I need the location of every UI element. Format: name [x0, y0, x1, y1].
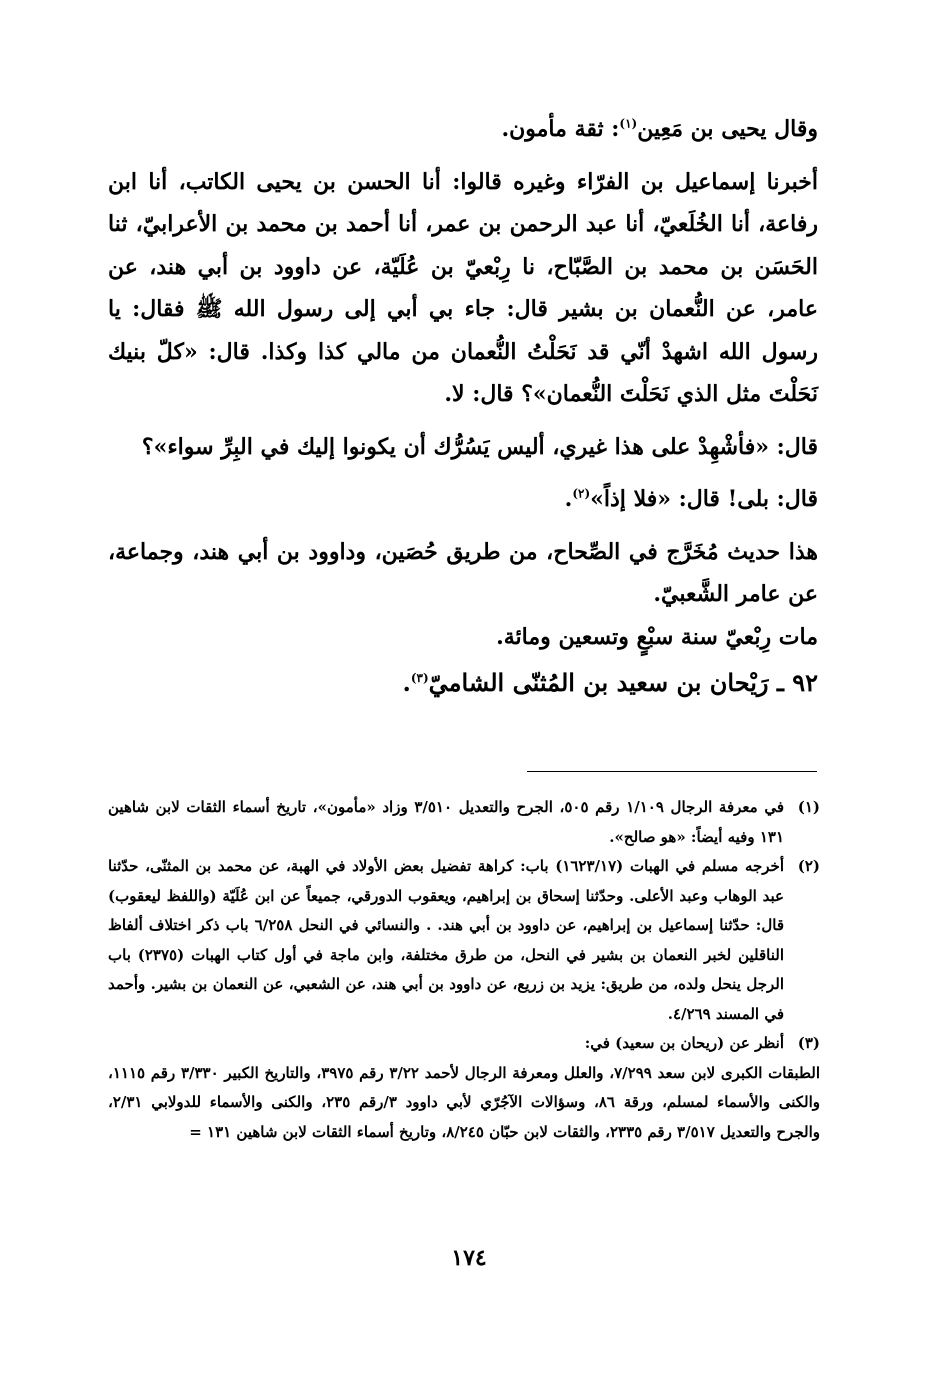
footnote-number: (٢) [797, 857, 820, 875]
footnote-number: (١) [797, 798, 820, 816]
page-number: ١٧٤ [451, 1245, 487, 1271]
footnote-text: في معرفة الرجال ١/١٠٩ رقم ٥٠٥، الجرح والتعديل ٣/٥١٠ وزاد «مأمون»، تاريخ أسماء الثقات لابن شاهين ١٣١ وفيه أيضاً: «هو صالح». [108, 798, 784, 846]
footnote-ref[interactable]: (١) [619, 116, 638, 131]
footnote-number: (٣) [797, 1034, 820, 1052]
footnote-separator [527, 771, 817, 772]
footnote-ref[interactable]: (٢) [572, 486, 591, 501]
footnote-3-sources: الطبقات الكبرى لابن سعد ٧/٢٩٩، والعلل ومعرفة الرجال لأحمد ٣/٢٢ رقم ٣٩٧٥، والتاريخ الكبير ٣/٣٣٠ رقم ١١١٥، والكنى والأسماء لمسلم، ورقة ٨٦، وسؤالات الآجُرّي لأبي داوود ٣/رقم ٢٣٥، والكنى والأسماء للدولابي ٢/٣١، والجرح والتعديل ٣/٥١٧ رقم ٢٣٣٥، والثقات لابن حبّان ٨/٢٤٥، وتاريخ أسماء الثقات لابن شاهين ١٣١ = [108, 1063, 820, 1141]
paragraph-text: . [564, 486, 573, 512]
paragraph-qala: قال: «فأشْهِدْ على هذا غيري، أليس يَسُرُّك أن يكونوا إليك في البِرِّ سواء»؟ [141, 433, 818, 460]
entry-heading [108, 662, 818, 705]
heading-text: ٩٢ ـ رَيْحان بن سعيد بن المُثنّى الشاميّ [428, 668, 818, 697]
footnotes [108, 793, 820, 1147]
paragraph-bala [108, 478, 818, 521]
paragraph-text: وقال يحيى بن مَعِين [637, 116, 818, 142]
paragraph-ibn-maeen [108, 108, 818, 151]
footnote-3 [108, 1029, 820, 1059]
paragraph-death: مات رِبْعيّ سنة سبْعٍ وتسعين ومائة. [496, 623, 818, 650]
footnote-text: أنظر عن (ريحان بن سعيد) في: [584, 1034, 784, 1052]
footnote-ref[interactable]: (٣) [410, 671, 429, 685]
footnote-2 [108, 852, 820, 1029]
paragraph-hadith-note: هذا حديث مُخَرَّج في الصِّحاح، من طريق حُصَين، وداوود بن أبي هند، وجماعة، عن عامر الشَّعبيّ. [108, 538, 818, 607]
paragraph-isnad: أخبرنا إسماعيل بن الفرّاء وغيره قالوا: أنا الحسن بن يحيى الكاتب، أنا ابن رفاعة، أنا الخُلَعيّ، أنا عبد الرحمن بن عمر، أنا أحمد بن محمد بن الأعرابيّ، ثنا الحَسَن بن محمد بن الصَّبّاح، نا رِبْعيّ بن عُلَيّة، عن داوود بن أبي هند، عن عامر، عن النُّعمان بن بشير قال: جاء بي أبي إلى رسول الله ﷺ فقال: يا رسول الله اشهدْ أنّي قد نَحَلْتُ النُّعمان من مالي كذا وكذا. قال: «كلّ بنيك نَحَلْتَ مثل الذي نَحَلْتَ النُّعمان»؟ قال: لا. [108, 168, 819, 407]
paragraph-text: : ثقة مأمون. [501, 116, 620, 142]
footnote-1 [108, 793, 820, 852]
paragraph-text: قال: بلى! قال: «فلا إذاً» [590, 486, 818, 512]
footnote-text: أخرجه مسلم في الهبات (١٦٢٣/١٧) باب: كراهة تفضيل بعض الأولاد في الهبة، عن محمد بن المثنّى، حدّثنا عبد الوهاب وعبد الأعلى. وحدّثنا إسحاق بن إبراهيم، ويعقوب الدورقي، جميعاً عن ابن عُلَيّة (واللفظ ليعقوب) قال: حدّثنا إسماعيل بن إبراهيم، عن داوود بن أبي هند. . والنسائي في النحل ٦/٢٥٨ باب ذكر اختلاف ألفاظ الناقلين لخبر النعمان بن بشير في النحل، من طرق مختلفة، وابن ماجة في أول كتاب الهبات (٢٣٧٥) باب الرجل ينحل ولده، من طريق: يزيد بن زريع، عن داوود بن أبي هند، عن الشعبي، عن النعمان بن بشير. وأحمد في المسند ٤/٢٦٩. [108, 857, 785, 1023]
heading-text: . [402, 668, 411, 697]
main-text [108, 108, 818, 705]
